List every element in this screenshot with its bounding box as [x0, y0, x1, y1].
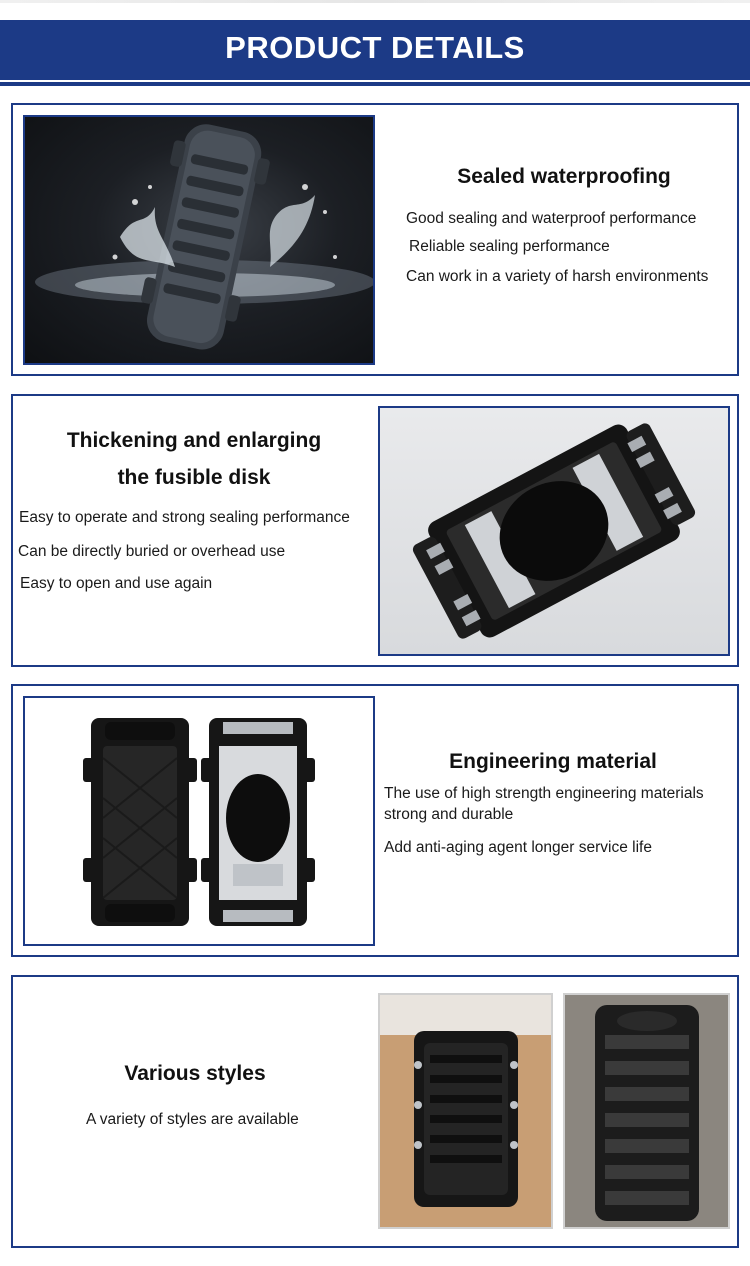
section-title: Various styles [124, 1062, 266, 1085]
section-card-fusible-disk [11, 394, 739, 667]
feature-line: Easy to open and use again [20, 575, 213, 592]
boxed-closure-photo [378, 993, 553, 1229]
section-title-line2: the fusible disk [117, 466, 271, 489]
waterproof-closure-photo [23, 115, 375, 365]
feature-line: Good sealing and waterproof performance [406, 210, 697, 227]
section-card-sealed [11, 103, 739, 376]
feature-line: Easy to operate and strong sealing performance [19, 509, 350, 526]
section-card-styles [11, 975, 739, 1248]
fusible-disk-photo [378, 406, 730, 656]
open-closure-photo [23, 696, 375, 946]
feature-line: strong and durable [384, 806, 514, 823]
section-title: Sealed waterproofing [457, 165, 671, 188]
feature-line: Can work in a variety of harsh environments [406, 268, 709, 285]
section-title: Engineering material [449, 750, 657, 773]
feature-line: A variety of styles are available [86, 1111, 299, 1128]
section-title: Thickening and enlarging [66, 429, 322, 452]
page-title: PRODUCT DETAILS [225, 30, 525, 65]
feature-line: Add anti-aging agent longer service life [384, 839, 652, 856]
header-banner [0, 20, 750, 80]
feature-line: Reliable sealing performance [409, 238, 610, 255]
feature-line: Can be directly buried or overhead use [18, 543, 286, 560]
feature-line: The use of high strength engineering materials [384, 785, 704, 802]
dome-closure-photo [563, 993, 730, 1229]
section-card-material [11, 684, 739, 957]
top-strip [0, 0, 750, 20]
